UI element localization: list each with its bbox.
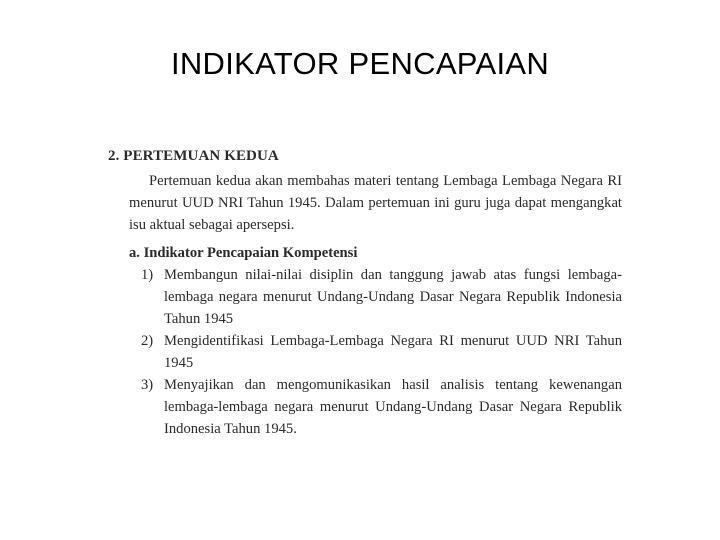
indicator-number: 1) <box>141 267 154 283</box>
indicator-number: 3) <box>141 377 154 393</box>
indicator-text: Menyajikan dan mengomunikasikan hasil analisis tentang kewenangan lembaga-lembaga negara menurut Undang-Undang Dasar Negara Republik Indonesia Tahun 1945. <box>164 377 622 437</box>
indicator-item <box>141 330 622 374</box>
sub-heading: a. Indikator Pencapaian Kompetensi <box>129 245 358 261</box>
slide-title: INDIKATOR PENCAPAIAN <box>170 46 550 81</box>
indicator-list <box>108 264 622 440</box>
indicator-item <box>141 374 622 440</box>
indicator-item <box>141 264 622 330</box>
indicator-number: 2) <box>141 333 154 349</box>
section-heading: 2. PERTEMUAN KEDUA <box>108 148 279 164</box>
intro-paragraph: Pertemuan kedua akan membahas materi tentang Lembaga Lembaga Negara RI menurut UUD NRI Tahun 1945. Dalam pertemuan ini guru juga dapat mengangkat isu aktual sebagai apersepsi. <box>129 173 622 233</box>
indicator-text: Membangun nilai-nilai disiplin dan tanggung jawab atas fungsi lembaga-lembaga negara menurut Undang-Undang Dasar Negara Republik Indonesia Tahun 1945 <box>164 267 622 327</box>
indicator-text: Mengidentifikasi Lembaga-Lembaga Negara RI menurut UUD NRI Tahun 1945 <box>164 333 622 371</box>
scanned-document <box>108 145 622 440</box>
